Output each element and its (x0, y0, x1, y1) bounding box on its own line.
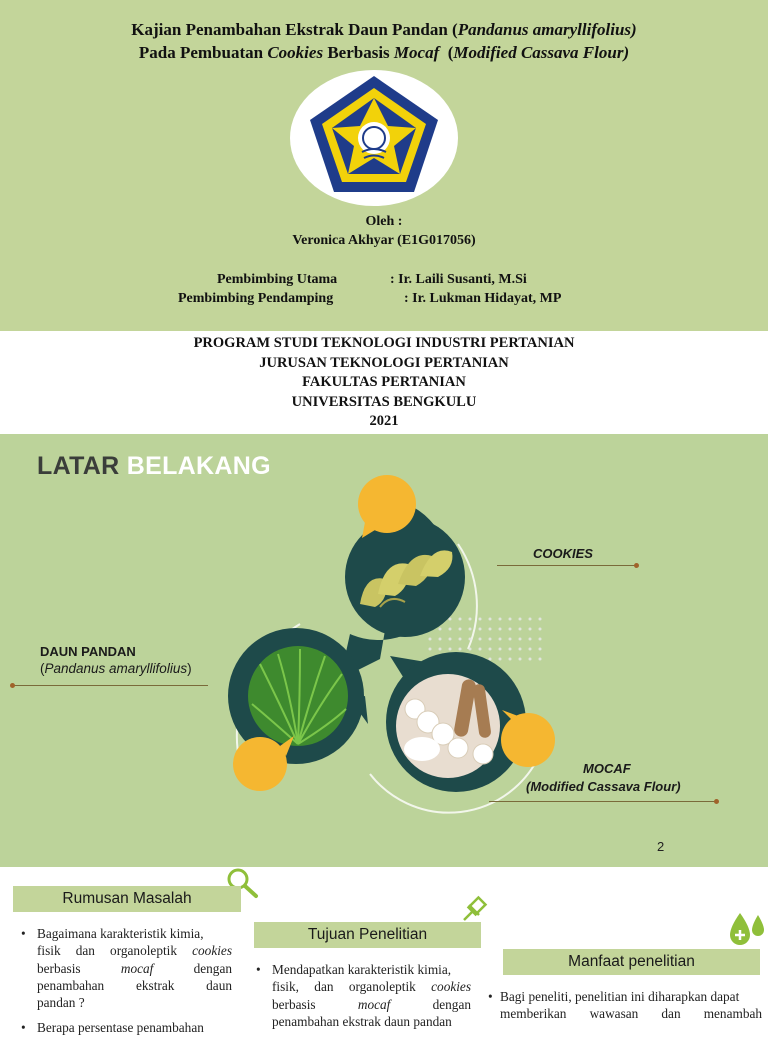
research-slide (0, 867, 768, 1036)
institution-line: UNIVERSITAS BENGKULU (291, 393, 477, 410)
cookies-leader-line (497, 565, 637, 566)
pandan-sublabel: (Pandanus amaryllifolius) (40, 661, 192, 676)
institution-year: 2021 (369, 413, 399, 429)
cookies-leader-dot (634, 563, 639, 568)
rumusan-header: Rumusan Masalah (13, 886, 241, 912)
oleh-label: Oleh : (365, 214, 403, 229)
pandan-leader-dot (10, 683, 15, 688)
pembimbing-pendamping-label: Pembimbing Pendamping (178, 291, 334, 306)
manfaat-list: • Bagi peneliti, penelitian ini diharapkan dapat memberikan wawasan dan menambah (488, 989, 763, 1022)
title-slide (0, 0, 768, 331)
background-slide (0, 434, 768, 867)
pembimbing-utama-value: : Ir. Laili Susanti, M.Si (390, 272, 527, 287)
cookies-label: COOKIES (533, 546, 593, 561)
pinwheel-graphic (200, 464, 580, 824)
pandan-bubble (228, 628, 368, 791)
rumusan-list: • Bagaimana karakteristik kimia, fisik dan organoleptik cookies berbasis mocaf dengan penambahan ekstrak daun pandan ? • Berapa persentase penambahan (21, 926, 233, 1036)
tujuan-list: • Mendapatkan karakteristik kimia, fisik, dan organoleptik cookies berbasis mocaf dengan penambahan ekstrak daun pandan (256, 962, 472, 1029)
institution-line: FAKULTAS PERTANIAN (302, 374, 466, 390)
title-line-1: Kajian Penambahan Ekstrak Daun Pandan (Pandanus amaryllifolius) (131, 20, 637, 39)
cookies-bubble (340, 475, 465, 679)
pandan-leader-line (12, 685, 208, 686)
university-logo (288, 68, 460, 208)
mocaf-leader-line (489, 801, 717, 802)
institution-band (0, 331, 768, 434)
page-number: 2 (657, 839, 665, 854)
manfaat-header: Manfaat penelitian (503, 949, 760, 975)
section-heading: LATAR BELAKANG (37, 452, 271, 480)
author-name: Veronica Akhyar (E1G017056) (292, 233, 476, 248)
mocaf-sublabel: (Modified Cassava Flour) (526, 779, 681, 794)
tujuan-header: Tujuan Penelitian (254, 922, 481, 948)
pembimbing-pendamping-value: : Ir. Lukman Hidayat, MP (404, 291, 562, 306)
title-line-2: Pada Pembuatan Cookies Berbasis Mocaf (Modified Cassava Flour) (138, 43, 630, 62)
drops-icon (726, 909, 768, 949)
mocaf-label: MOCAF (583, 761, 631, 776)
institution-line: PROGRAM STUDI TEKNOLOGI INDUSTRI PERTANIAN (193, 335, 575, 351)
mocaf-leader-dot (714, 799, 719, 804)
pin-icon (460, 893, 490, 923)
pandan-label: DAUN PANDAN (40, 644, 136, 659)
institution-line: JURUSAN TEKNOLOGI PERTANIAN (259, 354, 509, 371)
pembimbing-utama-label: Pembimbing Utama (217, 272, 338, 287)
